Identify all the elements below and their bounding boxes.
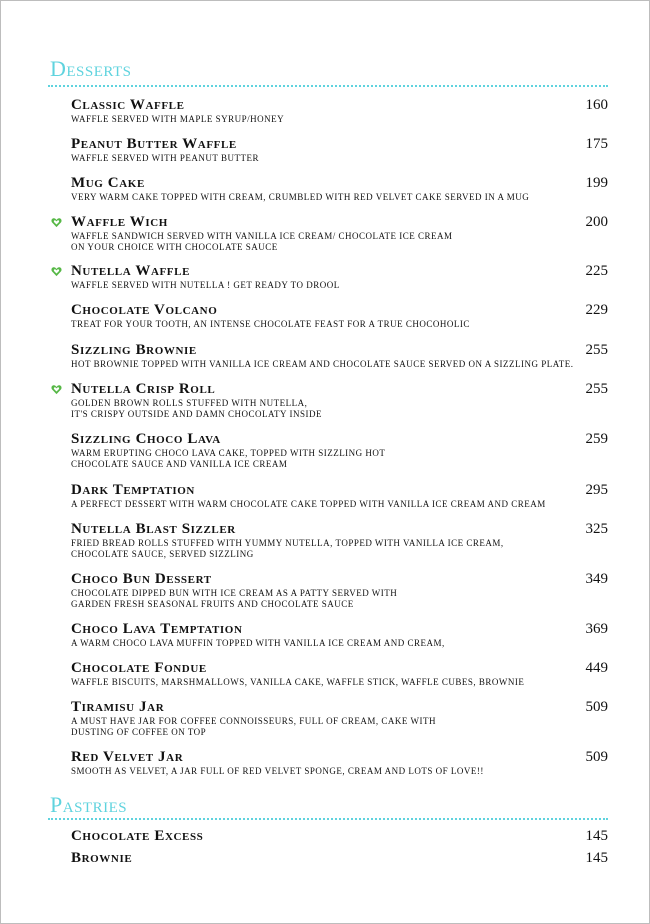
item-price: 145 — [585, 850, 608, 866]
item-name: Mug Cake — [71, 175, 145, 191]
item-description: WAFFLE SANDWICH SERVED WITH VANILLA ICE CREAM/ CHOCOLATE ICE CREAM ON YOUR CHOICE WITH CHOCOLATE SAUCE — [71, 231, 453, 252]
section-title-pastries: Pastries — [50, 792, 128, 817]
item-name: Nutella Waffle — [71, 263, 191, 279]
item-description: WAFFLE SERVED WITH PEANUT BUTTER — [71, 153, 259, 163]
item-description: CHOCOLATE DIPPED BUN WITH ICE CREAM AS A PATTY SERVED WITH GARDEN FRESH SEASONAL FRUITS AND CHOCOLATE SAUCE — [71, 588, 398, 609]
item-description: GOLDEN BROWN ROLLS STUFFED WITH NUTELLA, IT'S CRISPY OUTSIDE AND DAMN CHOCOLATY INSIDE — [71, 398, 322, 419]
item-price: 295 — [585, 482, 608, 498]
section-title-desserts: Desserts — [50, 56, 132, 81]
item-price: 200 — [585, 214, 608, 230]
item-description: A PERFECT DESSERT WITH WARM CHOCOLATE CAKE TOPPED WITH VANILLA ICE CREAM AND CREAM — [71, 499, 546, 509]
item-name: Choco Lava Temptation — [71, 621, 243, 637]
item-name: Chocolate Volcano — [71, 302, 218, 318]
item-description: WAFFLE SERVED WITH NUTELLA ! GET READY TO DROOL — [71, 280, 340, 290]
item-description: WARM ERUPTING CHOCO LAVA CAKE, TOPPED WITH SIZZLING HOT CHOCOLATE SAUCE AND VANILLA ICE CREAM — [71, 448, 386, 469]
item-name: Nutella Crisp Roll — [71, 381, 216, 397]
veg-heart-icon — [51, 217, 62, 228]
item-name: Choco Bun Dessert — [71, 571, 212, 587]
item-price: 259 — [585, 431, 608, 447]
item-price: 325 — [585, 521, 608, 537]
item-description: A MUST HAVE JAR FOR COFFEE CONNOISSEURS, FULL OF CREAM, CAKE WITH DUSTING OF COFFEE ON TOP — [71, 716, 436, 737]
section-divider — [48, 818, 608, 820]
item-name: Sizzling Choco Lava — [71, 431, 221, 447]
item-price: 509 — [585, 749, 608, 765]
item-description: WAFFLE BISCUITS, MARSHMALLOWS, VANILLA CAKE, WAFFLE STICK, WAFFLE CUBES, BROWNIE — [71, 677, 525, 687]
item-price: 449 — [585, 660, 608, 676]
item-description: VERY WARM CAKE TOPPED WITH CREAM, CRUMBLED WITH RED VELVET CAKE SERVED IN A MUG — [71, 192, 530, 202]
veg-heart-icon — [51, 266, 62, 277]
item-price: 255 — [585, 381, 608, 397]
item-price: 199 — [585, 175, 608, 191]
item-name: Chocolate Excess — [71, 828, 204, 844]
item-name: Tiramisu Jar — [71, 699, 165, 715]
item-price: 145 — [585, 828, 608, 844]
item-price: 225 — [585, 263, 608, 279]
item-name: Chocolate Fondue — [71, 660, 207, 676]
item-name: Brownie — [71, 850, 133, 866]
section-divider — [48, 85, 608, 87]
item-name: Waffle Wich — [71, 214, 168, 230]
item-description: HOT BROWNIE TOPPED WITH VANILLA ICE CREAM AND CHOCOLATE SAUCE SERVED ON A SIZZLING PLATE. — [71, 359, 574, 369]
item-name: Nutella Blast Sizzler — [71, 521, 236, 537]
veg-heart-icon — [51, 384, 62, 395]
item-price: 349 — [585, 571, 608, 587]
item-name: Dark Temptation — [71, 482, 195, 498]
item-description: SMOOTH AS VELVET, A JAR FULL OF RED VELVET SPONGE, CREAM AND LOTS OF LOVE!! — [71, 766, 484, 776]
item-name: Sizzling Brownie — [71, 342, 197, 358]
item-name: Peanut Butter Waffle — [71, 136, 237, 152]
item-price: 509 — [585, 699, 608, 715]
item-price: 255 — [585, 342, 608, 358]
item-price: 369 — [585, 621, 608, 637]
item-name: Red Velvet Jar — [71, 749, 184, 765]
item-description: A WARM CHOCO LAVA MUFFIN TOPPED WITH VANILLA ICE CREAM AND CREAM, — [71, 638, 445, 648]
item-price: 175 — [585, 136, 608, 152]
item-description: TREAT FOR YOUR TOOTH, AN INTENSE CHOCOLATE FEAST FOR A TRUE CHOCOHOLIC — [71, 319, 470, 329]
item-name: Classic Waffle — [71, 97, 185, 113]
item-price: 229 — [585, 302, 608, 318]
item-description: FRIED BREAD ROLLS STUFFED WITH YUMMY NUTELLA, TOPPED WITH VANILLA ICE CREAM, CHOCOLATE SAUCE, SERVED SIZZLING — [71, 538, 504, 559]
item-description: WAFFLE SERVED WITH MAPLE SYRUP/HONEY — [71, 114, 285, 124]
item-price: 160 — [585, 97, 608, 113]
